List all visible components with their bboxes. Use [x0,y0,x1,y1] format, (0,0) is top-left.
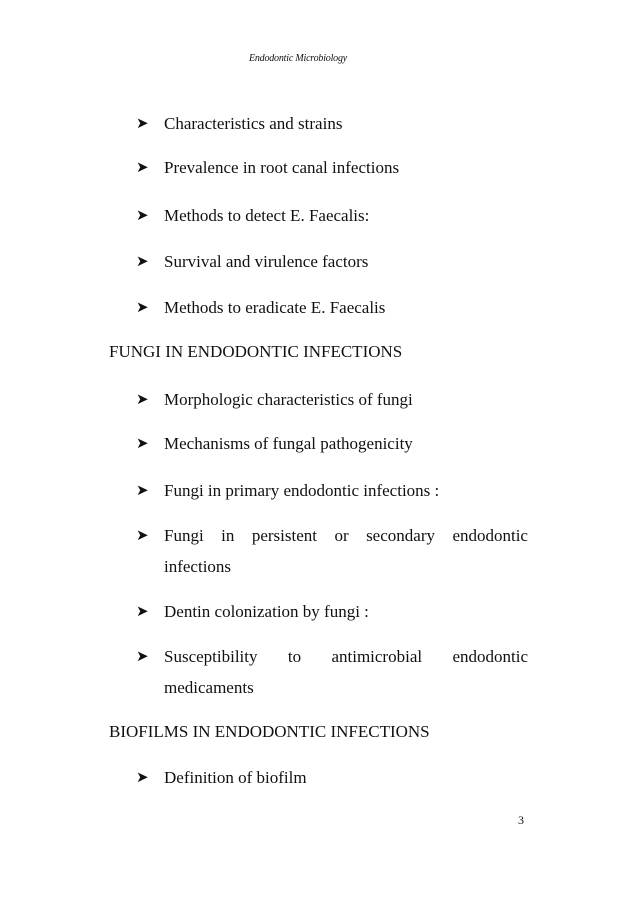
arrowhead-bullet-icon: ➤ [136,483,149,499]
arrowhead-bullet-icon: ➤ [136,604,149,620]
document-page: Endodontic Microbiology ➤ Characteristics and strains ➤ Prevalence in root canal infections ➤ Methods to detect E. Faecalis: ➤ Survival and virulence factors ➤ Methods to eradicate E. Faecalis FUNGI IN ENDODONTIC INFECTIONS ➤ Morphologic characteristics of fungi ➤ Mechanisms of fungal pathogenicity ➤ Fungi in primary endodontic infections : ➤ Fungi in persistent or secondary endodontic infections ➤ Dentin colonization by fungi : ➤ Susceptibility to antimicrobial endodontic medicaments BIOFILMS IN ENDODONTIC INFECTIONS ➤ Definition of biofilm 3 [0,0,638,904]
arrowhead-bullet-icon: ➤ [136,392,149,408]
justified-line: Susceptibility to antimicrobial endodontic [164,647,528,666]
arrowhead-bullet-icon: ➤ [136,436,149,452]
justified-line: Fungi in persistent or secondary endodontic [164,526,528,545]
arrowhead-bullet-icon: ➤ [136,300,149,316]
arrowhead-bullet-icon: ➤ [136,770,149,786]
list-item-continuation: infections [164,557,232,576]
section-heading-biofilms: BIOFILMS IN ENDODONTIC INFECTIONS [109,722,430,741]
section-heading-fungi: FUNGI IN ENDODONTIC INFECTIONS [109,342,403,361]
arrowhead-bullet-icon: ➤ [136,254,149,270]
arrowhead-bullet-icon: ➤ [136,528,149,544]
arrowhead-bullet-icon: ➤ [136,116,149,132]
page-number: 3 [518,813,524,827]
list-item-continuation: medicaments [164,678,254,697]
running-header: Endodontic Microbiology [248,53,348,64]
arrowhead-bullet-icon: ➤ [136,208,149,224]
arrowhead-bullet-icon: ➤ [136,649,149,665]
arrowhead-bullet-icon: ➤ [136,160,149,176]
